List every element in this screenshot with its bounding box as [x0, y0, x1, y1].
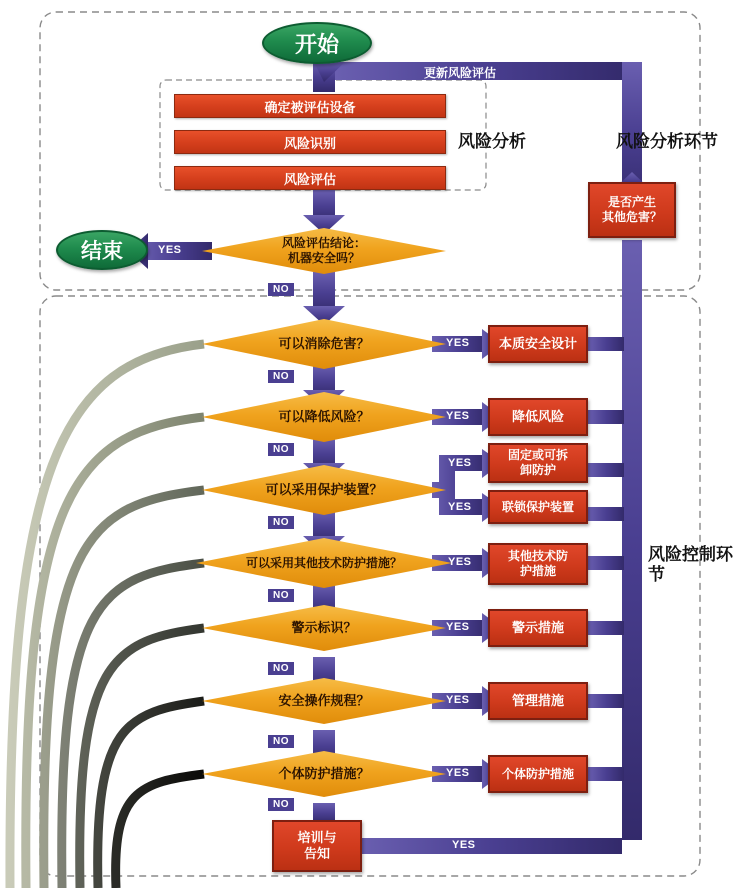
decision-risk-conclusion[interactable]: [202, 228, 446, 274]
start-terminator[interactable]: [262, 22, 372, 64]
decision-1-no-label: NO: [268, 370, 294, 383]
decision-eliminate-hazard[interactable]: [202, 319, 446, 369]
decision-2-label: 可以降低风险？: [278, 408, 370, 424]
decision-7-label: 个体防护措施？: [278, 765, 370, 781]
decision-0-line2: 机器安全吗？: [287, 251, 360, 265]
outcome-interlock-guard[interactable]: [488, 490, 588, 524]
process-step-1[interactable]: [174, 94, 446, 118]
outcome-inherent-safe-design[interactable]: [488, 325, 588, 363]
decision-7-no-label: NO: [268, 798, 294, 811]
decision-0-line1: 风险评估结论：: [281, 236, 366, 250]
decision-4-no-label: NO: [268, 589, 294, 602]
decision-5-no-label: NO: [268, 662, 294, 675]
decision-ppe[interactable]: [202, 751, 446, 797]
outcome-4-line1: 其他技术防: [507, 549, 568, 563]
outcome-other-technical[interactable]: [488, 543, 588, 585]
process-step-2[interactable]: [174, 130, 446, 154]
decision-use-guards[interactable]: [202, 465, 446, 515]
outcome-3a-line1: 固定或可拆: [507, 448, 568, 462]
section-label-control: 风险控制环节: [648, 545, 733, 585]
decision-4-label: 可以采用其他技术防护措施？: [245, 555, 402, 570]
outcome-warning-measures[interactable]: [488, 609, 588, 647]
decision-3-label: 可以采用保护装置？: [265, 481, 383, 497]
decision-safe-operating-procedure[interactable]: [202, 678, 446, 724]
outcome-3a-line2: 卸防护: [519, 463, 556, 477]
training-box[interactable]: [272, 820, 362, 872]
decision-2-no-label: NO: [268, 443, 294, 456]
outcome-ppe[interactable]: [488, 755, 588, 793]
start-label: 开始: [294, 31, 339, 57]
outcome-3b-label: 联锁保护装置: [501, 499, 574, 514]
end-label: 结束: [81, 240, 123, 263]
other-hazard-box[interactable]: [588, 182, 676, 238]
process-step-1-label: 确定被评估设备: [264, 99, 356, 115]
outcome-1-label: 本质安全设计: [498, 335, 577, 351]
outcome-5-label: 警示措施: [511, 619, 564, 635]
decision-1-yes-label: YES: [446, 337, 470, 349]
outcome-2-label: 降低风险: [511, 408, 564, 424]
decision-other-technical-measures[interactable]: [196, 538, 452, 588]
other-hazard-line1: 是否产生: [607, 195, 656, 209]
process-step-2-label: 风险识别: [283, 135, 336, 151]
decision-6-label: 安全操作规程？: [278, 692, 370, 708]
end-terminator[interactable]: [56, 230, 148, 270]
decision-7-yes-label: YES: [446, 767, 470, 779]
decision-warning-signs[interactable]: [202, 605, 446, 651]
training-line1: 培训与: [297, 829, 337, 845]
decision-3-yes-label-a: YES: [448, 457, 472, 469]
outcome-4-line2: 护措施: [519, 564, 556, 578]
inner-group-label: 风险分析: [458, 132, 526, 151]
outcome-fixed-guard[interactable]: [488, 443, 588, 483]
section-label-analysis: 风险分析环节: [616, 132, 718, 151]
outcome-6-label: 管理措施: [511, 692, 564, 708]
process-step-3-label: 风险评估: [283, 171, 336, 187]
outcome-management-measures[interactable]: [488, 682, 588, 720]
training-line2: 告知: [303, 846, 330, 861]
decision-4-yes-label: YES: [448, 556, 472, 568]
decision-5-label: 警示标识？: [291, 619, 357, 635]
decision-6-yes-label: YES: [446, 694, 470, 706]
decision-2-yes-label: YES: [446, 410, 470, 422]
outcome-7-label: 个体防护措施: [501, 766, 574, 781]
decision-5-yes-label: YES: [446, 621, 470, 633]
training-yes-label: YES: [452, 839, 476, 851]
feedback-label: 更新风险评估: [424, 66, 497, 80]
other-hazard-line2: 其他危害？: [601, 210, 662, 224]
decision-3-yes-label-b: YES: [448, 501, 472, 513]
process-step-3[interactable]: [174, 166, 446, 190]
outcome-reduce-risk[interactable]: [488, 398, 588, 436]
decision-0-yes-label: YES: [158, 244, 182, 256]
decision-0-no-label: NO: [268, 283, 294, 296]
decision-reduce-risk[interactable]: [202, 392, 446, 442]
decision-1-label: 可以消除危害？: [278, 335, 370, 351]
decision-6-no-label: NO: [268, 735, 294, 748]
decision-3-no-label: NO: [268, 516, 294, 529]
